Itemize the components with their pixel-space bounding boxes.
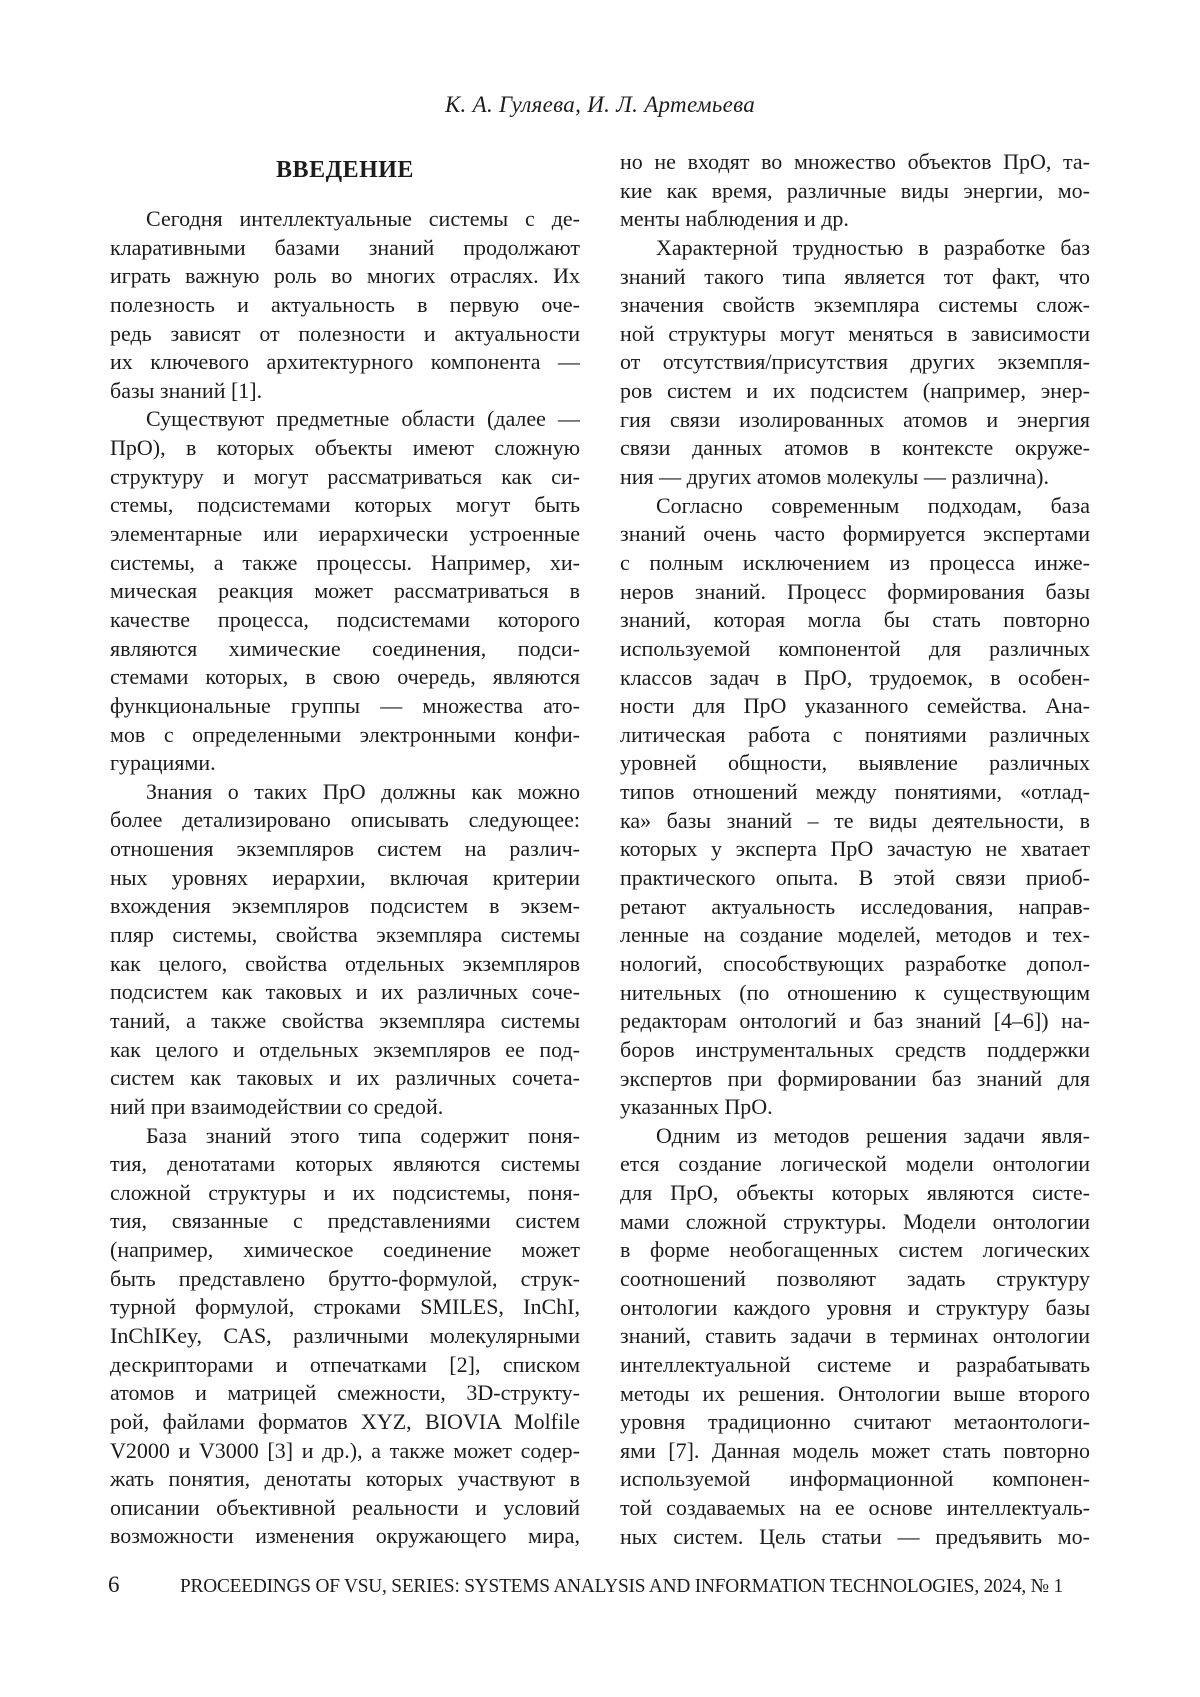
- text-line: гия связи изолированных атомов и энергия: [620, 406, 1090, 432]
- text-line: жать понятия, денотаты которых участвуют в: [110, 1466, 580, 1492]
- paragraph: [620, 148, 1090, 234]
- text-line: ности для ПрО указанного семейства. Ана-: [620, 693, 1090, 719]
- text-line: связи данных атомов в контексте окруже-: [620, 435, 1090, 461]
- text-line: отношения экземпляров систем на различ-: [110, 836, 580, 862]
- text-line: онтологии каждого уровня и структуру базы: [620, 1294, 1090, 1320]
- text-line: знаний очень часто формируется экспертами: [620, 521, 1090, 547]
- text-line: пляр системы, свойства экземпляра системы: [110, 922, 580, 948]
- text-line: базы знаний [1].: [110, 377, 263, 403]
- right-column: [620, 148, 1090, 1551]
- text-line: Одним из методов решения задачи явля-: [656, 1122, 1090, 1148]
- text-line: полезность и актуальность в первую оче-: [110, 291, 580, 317]
- text-line: уровня традиционно считают метаонтологи-: [620, 1409, 1090, 1435]
- text-line: элементарные или иерархически устроенные: [110, 521, 580, 547]
- text-line: стемами которых, в свою очередь, являются: [110, 664, 580, 690]
- text-line: как целого и отдельных экземпляров ее под-: [110, 1036, 580, 1062]
- text-line: неров знаний. Процесс формирования базы: [620, 578, 1090, 604]
- text-line: структуру и могут рассматриваться как си-: [110, 463, 580, 489]
- text-line: ленные на создание моделей, методов и тех-: [620, 922, 1090, 948]
- text-line: редь зависят от полезности и актуальности: [110, 320, 580, 346]
- two-column-body: [110, 148, 1090, 1551]
- text-line: используемой компонентой для различных: [620, 635, 1090, 661]
- text-line: дескрипторами и отпечатками [2], списком: [110, 1351, 580, 1377]
- text-line: в форме необогащенных систем логических: [620, 1237, 1090, 1263]
- text-line: мов с определенными электронными конфи-: [110, 721, 580, 747]
- text-line: функциональные группы — множества ато-: [110, 692, 580, 718]
- text-line: методы их решения. Онтологии выше второго: [620, 1380, 1090, 1406]
- text-line: боров инструментальных средств поддержки: [620, 1036, 1090, 1062]
- paragraph: [620, 1122, 1090, 1552]
- text-line: от отсутствия/присутствия других экземпля-: [620, 349, 1090, 375]
- text-line: экспертов при формировании баз знаний для: [620, 1065, 1090, 1091]
- text-line: знаний, ставить задачи в терминах онтологии: [620, 1323, 1090, 1349]
- page-footer: [108, 1572, 1100, 1598]
- paragraph: [110, 1122, 580, 1552]
- text-line: знаний, которая могла бы стать повторно: [620, 607, 1090, 633]
- text-line: используемой информационной компонен-: [620, 1466, 1090, 1492]
- text-line: систем как таковых и их различных сочета-: [110, 1065, 580, 1091]
- text-line: ния — других атомов молекулы — различна).: [620, 464, 1049, 490]
- text-line: ПрО), в которых объекты имеют сложную: [110, 435, 580, 461]
- text-line: мическая реакция может рассматриваться в: [110, 578, 580, 604]
- text-line: но не входят во множество объектов ПрО, та-: [620, 149, 1090, 174]
- text-line: Сегодня интеллектуальные системы с де-: [146, 206, 580, 231]
- text-line: ной структуры могут меняться в зависимости: [620, 320, 1090, 346]
- text-line: которых у эксперта ПрО зачастую не хватает: [620, 836, 1090, 862]
- text-line: более детализировано описывать следующее:: [110, 807, 580, 833]
- text-line: кие как время, различные виды энергии, мо-: [620, 177, 1090, 203]
- text-line: с полным исключением из процесса инже-: [620, 549, 1090, 575]
- text-line: Существуют предметные области (далее —: [146, 406, 580, 432]
- text-line: литическая работа с понятиями различных: [620, 721, 1090, 747]
- text-line: описании объективной реальности и условий: [110, 1494, 580, 1520]
- text-line: ных систем. Цель статьи — предъявить мо-: [620, 1523, 1090, 1549]
- text-line: ных уровнях иерархии, включая критерии: [110, 864, 580, 890]
- paragraph: [110, 205, 580, 405]
- left-column: [110, 148, 580, 1551]
- text-line: играть важную роль во многих отраслях. Их: [110, 263, 580, 289]
- text-line: атомов и матрицей смежности, 3D-структу-: [110, 1380, 580, 1406]
- text-line: нительных (по отношению к существующим: [620, 979, 1090, 1005]
- text-line: ний при взаимодействии со средой.: [110, 1093, 444, 1119]
- text-line: интеллектуальной системе и разрабатывать: [620, 1351, 1090, 1377]
- text-line: тия, денотатами которых являются системы: [110, 1151, 580, 1177]
- text-line: типов отношений между понятиями, «отлад-: [620, 779, 1090, 805]
- text-line: для ПрО, объекты которых являются систе-: [620, 1180, 1090, 1206]
- text-line: ретают актуальность исследования, направ-: [620, 893, 1090, 919]
- text-line: нологий, способствующих разработке допол-: [620, 950, 1090, 976]
- text-line: знаний такого типа является тот факт, что: [620, 263, 1090, 289]
- text-line: практического опыта. В этой связи приоб-: [620, 865, 1090, 891]
- text-line: ется создание логической модели онтологии: [620, 1151, 1090, 1177]
- text-line: уровней общности, выявление различных: [620, 750, 1090, 776]
- text-line: ка» базы знаний – те виды деятельности, в: [620, 807, 1090, 833]
- text-line: редакторам онтологий и баз знаний [4–6]) на-: [620, 1008, 1090, 1034]
- text-line: турной формулой, строками SMILES, InChI,: [110, 1294, 580, 1320]
- text-line: качестве процесса, подсистемами которого: [110, 606, 580, 632]
- text-line: быть представлено брутто-формулой, струк-: [110, 1265, 580, 1291]
- text-line: Знания о таких ПрО должны как можно: [146, 778, 580, 804]
- text-line: системы, а также процессы. Например, хи-: [110, 549, 580, 575]
- text-line: соотношений позволяют задать структуру: [620, 1265, 1090, 1291]
- text-line: как целого, свойства отдельных экземпляров: [110, 950, 580, 976]
- text-line: являются химические соединения, подси-: [110, 635, 580, 661]
- text-line: мами сложной структуры. Модели онтологии: [620, 1208, 1090, 1234]
- text-line: стемы, подсистемами которых могут быть: [110, 492, 580, 518]
- paragraph: [620, 492, 1090, 1122]
- text-line: вхождения экземпляров подсистем в экзем-: [110, 893, 580, 919]
- text-line: Характерной трудностью в разработке баз: [656, 234, 1090, 260]
- page-number: 6: [108, 1572, 120, 1597]
- text-line: менты наблюдения и др.: [620, 206, 849, 232]
- text-line: тия, связанные с представлениями систем: [110, 1208, 580, 1234]
- text-line: классов задач в ПрО, трудоемок, в особен-: [620, 664, 1090, 690]
- paragraph: [110, 778, 580, 1122]
- text-line: возможности изменения окружающего мира,: [110, 1523, 580, 1549]
- text-line: База знаний этого типа содержит поня-: [146, 1122, 580, 1148]
- paragraph: [620, 234, 1090, 492]
- section-heading-introduction: ВВЕДЕНИЕ: [276, 157, 414, 183]
- authors-line: К. А. Гуляева, И. Л. Артемьева: [444, 92, 756, 117]
- text-line: той создаваемых на ее основе интеллектуаль-: [620, 1495, 1090, 1521]
- text-line: гурациями.: [110, 750, 216, 776]
- text-line: сложной структуры и их подсистемы, поня-: [110, 1179, 580, 1205]
- text-line: InChIKey, CAS, различными молекулярными: [110, 1322, 580, 1348]
- text-line: V2000 и V3000 [3] и др.), а также может содер-: [110, 1437, 580, 1463]
- journal-running-title: PROCEEDINGS OF VSU, SERIES: SYSTEMS ANALYSIS AND INFORMATION TECHNOLOGIES, 2024, № 1: [180, 1576, 1063, 1597]
- text-line: рой, файлами форматов XYZ, BIOVIA Molfile: [110, 1408, 580, 1434]
- text-line: таний, а также свойства экземпляра системы: [110, 1007, 580, 1033]
- text-line: кларативными базами знаний продолжают: [110, 234, 580, 260]
- text-line: их ключевого архитектурного компонента —: [110, 349, 580, 375]
- text-line: ями [7]. Данная модель может стать повторно: [620, 1437, 1090, 1463]
- text-line: (например, химическое соединение может: [110, 1237, 580, 1263]
- text-line: ров систем и их подсистем (например, энер-: [620, 378, 1090, 404]
- text-line: значения свойств экземпляра системы слож-: [620, 292, 1090, 318]
- text-line: Согласно современным подходам, база: [656, 492, 1090, 518]
- text-line: подсистем как таковых и их различных соче-: [110, 979, 580, 1005]
- text-line: указанных ПрО.: [620, 1094, 773, 1120]
- paragraph: [110, 405, 580, 777]
